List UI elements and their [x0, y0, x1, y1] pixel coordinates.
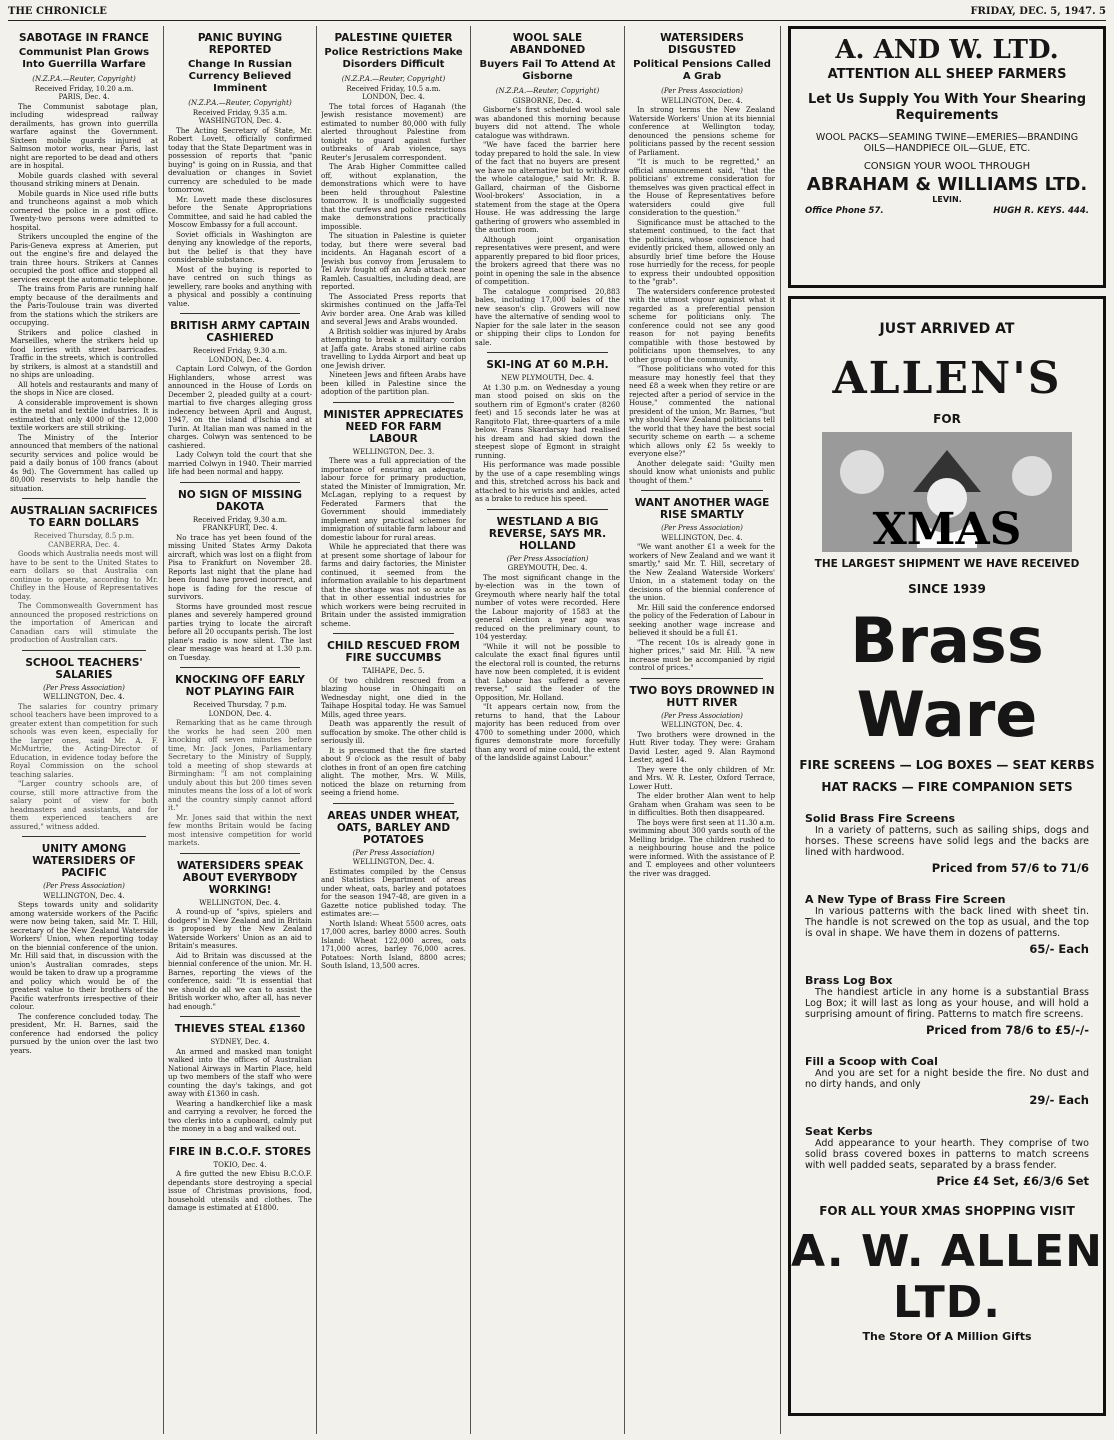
product-name: Fill a Scoop with Coal	[805, 1055, 938, 1068]
masthead	[8, 6, 1106, 21]
ad-ware: Ware	[856, 678, 1038, 751]
dateline: FRANKFURT, Dec. 4.	[202, 524, 278, 532]
ad-office-phone: Office Phone 57.	[805, 206, 884, 216]
column-rule	[470, 26, 471, 1434]
article-divider	[180, 1139, 300, 1140]
ad-brand: A. AND W. LTD.	[835, 35, 1059, 65]
paragraph: Storms have grounded most rescue planes and severely hampered ground parties trying to locate the aircraft before all 20 occupants perish. The lost plane's radio is now silent. The last clear message was heard at 1.30 p.m. on Tuesday.	[168, 601, 312, 662]
dateline: GISBORNE, Dec. 4.	[512, 96, 583, 105]
headline: THIEVES STEAL £1360	[174, 1023, 306, 1035]
dateline: WELLINGTON, Dec. 4.	[199, 898, 281, 907]
paragraph: "We want another £1 a week for the workers of New Zealand and we want it smartly," said Mr. T. Hill, secretary of the New Zealand Waterside Workers' Union, in a statement today on the decisions of the biennial conference of the union.	[629, 542, 775, 602]
paragraph: Strikers and police clashed in Marseilles, where the strikers held up food lorries with street barricades. Traffic in the streets, which is controlled by strikers, is almost at a standstill and no ships are unloading.	[10, 327, 158, 379]
paragraph: "The recent 10s is already gone in higher prices," said Mr. Hill. "A new increase must be accompanied by rigid control of prices."	[629, 637, 775, 672]
ad-company: ABRAHAM & WILLIAMS LTD.	[806, 174, 1088, 195]
product-desc: And you are set for a night beside the fire. No dust and no dirty hands, and only	[805, 1068, 1089, 1090]
ad-largest: THE LARGEST SHIPMENT WE HAVE RECEIVED	[814, 558, 1080, 570]
article-school-teachers	[10, 657, 158, 832]
headline: FIRE IN B.C.O.F. STORES	[168, 1145, 312, 1158]
article-divider	[180, 1016, 300, 1017]
paragraph: Mr. Jones said that within the next few months Britain would be facing most intensive competition for world markets.	[168, 812, 312, 847]
paragraph: The salaries for country primary school teachers have been improved to a greater extent than competition for such schools was even keen, especially for the larger ones, said Mr. A. F. McMurtrie, the Acting-Director of Education, in evidence today before the Royal Commission on the school teaching salaries.	[10, 701, 158, 779]
ad-tagline: Let Us Supply You With Your Shearing Requirements	[807, 92, 1087, 123]
dateline: WELLINGTON, Dec. 4.	[43, 891, 125, 900]
credit: (N.Z.P.A.—Reuter, Copyright)	[495, 87, 600, 95]
dateline: WELLINGTON, Dec. 4.	[661, 533, 743, 542]
received: Received Friday, 9.30 a.m.	[192, 515, 288, 524]
headline: KNOCKING OFF EARLY NOT PLAYING FAIR	[175, 674, 305, 698]
paragraph: The elder brother Alan went to help Graham when Graham was seen to be in difficulties. Both then disappeared.	[629, 791, 775, 817]
page-number: 5	[1099, 6, 1106, 17]
paragraph: There was a full appreciation of the importance of ensuring an adequate labour force for primary production, stated the Minister of Immigration, Mr. McLagan, replying to a request by Federated Farmers that the Government should immediately implement any practical schemes for immigration of suitable farm labour and domestic labour for rural areas.	[321, 456, 466, 542]
paragraph: No trace has yet been found of the missing United States Army Dakota aircraft, which was lost on a flight from Pisa to Frankfurt on November 28. Reports last night that the plane had been found have proved incorrect, and hope is fading for the rescue of survivors.	[168, 532, 312, 601]
ad-line-2: HAT RACKS — FIRE COMPANION SETS	[821, 780, 1073, 794]
paragraph: Strikers uncoupled the engine of the Paris-Geneva express at Amerien, put out the engine's fire and delayed the train three hours. Strikers at Cannes occupied the post office and stopped all services except the automatic telephone.	[10, 232, 158, 284]
headline: WOOL SALE ABANDONED	[509, 32, 586, 56]
credit: (Per Press Association)	[661, 711, 743, 720]
subheadline: Communist Plan Grows Into Guerrilla Warfare	[18, 47, 150, 70]
paragraph: "While it will not be possible to calculate the exact final figures until the electoral roll is counted, the returns have now been completed, it is evident that Labour has suffered a severe reverse," said the leader of the Opposition, Mr. Holland.	[475, 641, 620, 702]
ad-product	[805, 1125, 1089, 1188]
ad-since: SINCE 1939	[908, 582, 986, 596]
paragraph: Most of the buying is reported to have centred on such things as jewellery, rare books and anything with a physical and possibly a continuing value.	[168, 264, 312, 308]
ad-allens: ALLEN'S	[832, 353, 1062, 404]
ad-supplies: WOOL PACKS—SEAMING TWINE—EMERIES—BRANDING OILS—HANDPIECE OIL—GLUE, ETC.	[815, 132, 1079, 154]
paragraph: The boys were first seen at 11.30 a.m. swimming about 300 yards south of the Melling bridge. The children rushed to a neighbouring house and the police were informed. With the assistance of P. and T. employees and other volunteers the river was dragged.	[629, 817, 775, 878]
headline: WATERSIDERS SPEAK ABOUT EVERYBODY WORKING!	[176, 859, 304, 896]
paragraph: "It is much to be regretted," an official announcement said, "that the politicians' extreme consideration for themselves was given practical effect in the House of Representatives before watersiders could give full consideration to the question."	[629, 157, 775, 217]
paragraph: In strong terms the New Zealand Waterside Workers' Union at its biennial conference at Wellington today, denounced the pensions scheme for politicians passed by the recent session of Parliament.	[629, 105, 775, 157]
issue-date: FRIDAY, DEC. 5, 1947.	[970, 6, 1096, 17]
paragraph: A considerable improvement is shown in the metal and textile industries. It is estimated that only 4000 of the 12,000 textile workers are still striking.	[10, 397, 158, 432]
paragraph: The conference concluded today. The president, Mr. H. Barnes, said the conference had endorsed the policy pursued by the union over the last two years.	[10, 1011, 158, 1055]
article-boys-drowned	[629, 685, 775, 879]
paragraph: The Associated Press reports that skirmishes continued on the Jaffa-Tel Aviv border area. One Arab was killed and several Jews and Arabs wounded.	[321, 291, 466, 326]
article-divider	[22, 650, 146, 651]
paragraph: Two brothers were drowned in the Hutt River today. They were: Graham David Lester, aged 9. Alan Raymond Lester, aged 14.	[629, 729, 775, 764]
article-sabotage-france	[10, 32, 158, 493]
paragraph: The Acting Secretary of State, Mr. Robert Lovett, officially confirmed today that the State Department was in possession of reports that "panic buying" is going on in Russia, and that devaluation or changes in Soviet currency are scheduled to be made tomorrow.	[168, 125, 312, 194]
paragraph: Soviet officials in Washington are denying any knowledge of the reports, but the belief is that they have considerable substance.	[168, 229, 312, 264]
column-4	[475, 26, 620, 1434]
column-5	[629, 26, 775, 1434]
article-divider	[180, 482, 300, 483]
article-divider	[333, 402, 454, 403]
paragraph: Death was apparently the result of suffocation by smoke. The other child is seriously ill.	[321, 719, 466, 745]
article-divider	[22, 836, 146, 837]
ad-for: FOR	[933, 412, 961, 426]
paragraph: Another delegate said: "Guilty men should know what unionists and public thought of them."	[629, 458, 775, 485]
article-divider	[180, 667, 300, 668]
paragraph: Steps towards unity and solidarity among waterside workers of the Pacific were now being taken, said Mr. T. Hill, secretary of the New Zealand Waterside Workers' Union, when reporting today on the biennial conference of the union. Mr. Hill said that, in discussion with the union's Australian comrades, steps would be taken to draw up a programme and policy which would be of the greatest value to their brothers of the Pacific waterfronts irrespective of their colour.	[10, 900, 158, 1011]
ad-arrived: JUST ARRIVED AT	[879, 321, 1015, 337]
paragraph: The watersiders conference protested with the utmost vigour against what it regarded as a preferential pension scheme for politicians only. The conference could not see any good reason for not paying benefits compatible with those bestowed by politicians upon themselves, to any other group of the community.	[629, 286, 775, 364]
product-desc: In various patterns with the back lined with sheet tin. The handle is not screwed on the top as usual, and the top is oval in shape. We have them in dozens of patterns.	[805, 906, 1089, 939]
ad-phones	[805, 206, 1089, 216]
article-watersiders-speak	[168, 860, 312, 1012]
headline: TWO BOYS DROWNED IN HUTT RIVER	[629, 684, 775, 709]
ad-product	[805, 893, 1089, 956]
paragraph: Gisborne's first scheduled wool sale was abandoned this morning because buyers did not attend. The whole catalogue was withdrawn.	[475, 105, 620, 140]
paragraph: Mr. Hill said the conference endorsed the policy of the Federation of Labour in seeking another wage increase and believed it should be a full £1.	[629, 602, 775, 637]
paragraph: His performance was made possible by the use of a cape resembling wings and this, stretched across his back and attached to his wrists and ankles, acted as a brake to reduce his speed.	[475, 460, 620, 503]
article-wool-sale	[475, 32, 620, 347]
credit: (N.Z.P.A.—Reuter, Copyright)	[32, 75, 136, 83]
article-divider	[180, 853, 300, 854]
paragraph: Significance must be attached to the statement continued, to the fact that the politicians, whose conscience had evidently pricked them, allowed only an absurdly brief time before the House rose hurriedly for the recess, for people to express their undoubted opposition to the "grab".	[629, 217, 775, 286]
headline: AREAS UNDER WHEAT, OATS, BARLEY AND POTATOES	[327, 809, 460, 846]
paragraph: Mobile guards in Nice used rifle butts and truncheons against a mob which cornered the police in a post office. Twenty-two persons were admitted to hospital.	[10, 188, 158, 232]
headline: WANT ANOTHER WAGE RISE SMARTLY	[634, 497, 770, 521]
article-divider	[641, 490, 763, 491]
paragraph: The total forces of Haganah (the Jewish resistance movement) are estimated to number 80,000 with fully alerted throughout Palestine from tonight to guard against further outbreaks of Arab violence, says Reuter's Jerusalem correspondent.	[321, 101, 466, 162]
paragraph: The situation in Palestine is quieter today, but there were several bad incidents. An Haganah escort of a Jewish bus convoy from Jerusalem to Tel Aviv fought off an Arab attack near Ramleh. Casualties, including dead, are reported.	[321, 231, 466, 291]
article-ski-ing	[475, 359, 620, 504]
dateline: NEW PLYMOUTH, Dec. 4.	[500, 374, 595, 382]
article-child-rescued	[321, 640, 466, 798]
paragraph: While he appreciated that there was at present some shortage of labour for farms and dairy factories, the Minister continued, it seemed from the information available to his department that the shortage was not so acute as that in other essential industries for which workers were being recruited in Britain under the assisted immigration scheme.	[321, 542, 466, 628]
paragraph: It is presumed that the fire started about 9 o'clock as the result of baby clothes in front of an open fire catching alight. The mother, Mrs. W. Mills, noticed the blaze on returning from seeing a friend home.	[321, 745, 466, 797]
article-westland	[475, 516, 620, 763]
article-palestine-quieter	[321, 32, 466, 397]
product-desc: Add appearance to your hearth. They comprise of two solid brass covered boxes in patterns to match screens with well padded seats, separated by a brass fender.	[805, 1138, 1089, 1171]
paragraph: A round-up of "spivs, spielers and dodgers" in New Zealand and in Britain is proposed by the New Zealand Waterside Workers' Union as an aid to Britain's measures.	[168, 907, 312, 950]
product-name: Brass Log Box	[805, 974, 893, 987]
paragraph: North Island: Wheat 5500 acres, oats 17,000 acres, barley 8000 acres. South Island: Wheat 122,000 acres, oats 171,000 acres, barley 76,000 acres. Potatoes: North Island, 8800 acres; South Island, 13,500 acres.	[321, 918, 466, 970]
paragraph: Estimates compiled by the Census and Statistics Department of areas under wheat, oats, barley and potatoes for the season 1947-48, are given in a Gazette notice published today. The estimates are:—	[321, 866, 466, 918]
article-australian-sacrifices	[10, 505, 158, 645]
paragraph: "Larger country schools are, of course, still more attractive from the salary point of view for both headmasters and assistants, and for them experienced teachers are assured," witness added.	[10, 779, 158, 831]
product-price: 65/- Each	[1029, 942, 1089, 956]
product-price: Priced from 57/6 to 71/6	[931, 861, 1089, 875]
paragraph: All hotels and restaurants and many of the shops in Nice are closed.	[10, 379, 158, 397]
paragraph: "It appears certain now, from the returns to hand, that the Labour majority has been reduced from over 4700 to something under 2000, which figures demonstrate more forcefully than any word of mine could, the extent of the landslide against Labour."	[475, 702, 620, 762]
paragraph: "Those politicians who voted for this measure may honestly feel that they need £8 a week when they retire or are rejected after a period of service in the House," commented the national president of the union, Mr. Barnes, "but why should New Zealand politicians tell the world that they have the best social security scheme on earth — a scheme which allows only £2 5s weekly to everyone else?"	[629, 364, 775, 458]
headline: NO SIGN OF MISSING DAKOTA	[178, 488, 302, 513]
headline: PANIC BUYING REPORTED	[197, 32, 283, 56]
article-unity-watersiders	[10, 843, 158, 1055]
dateline: WELLINGTON, Dec. 4.	[43, 693, 125, 701]
dateline: TAIHAPE, Dec. 5.	[362, 667, 425, 675]
article-knocking-off-early	[168, 674, 312, 848]
headline: UNITY AMONG WATERSIDERS OF PACIFIC	[32, 843, 136, 879]
paragraph: Lady Colwyn told the court that she married Colwyn in 1940. Their married life had been normal and happy.	[168, 450, 312, 476]
product-price: Priced from 78/6 to £5/-/-	[925, 1023, 1089, 1037]
dateline: PARIS, Dec. 4.	[58, 93, 110, 101]
paragraph: A fire gutted the new Ebisu B.C.O.F. dependants store destroying a special issue of Christmas provisions, food, household utensils and clothes. The damage is estimated at £1800.	[168, 1169, 312, 1212]
article-divider	[641, 678, 763, 679]
article-watersiders-disgusted	[629, 32, 775, 485]
ad-attention: ATTENTION ALL SHEEP FARMERS	[827, 67, 1067, 82]
paragraph: The catalogue comprised 20,883 bales, including 17,000 bales of the new season's clip. Growers will now have the alternative of sending wool to Napier for the sale later in the season or shipping their clips to London for sale.	[475, 286, 620, 347]
ad-forall: FOR ALL YOUR XMAS SHOPPING VISIT	[819, 1204, 1075, 1218]
paragraph: The Ministry of the Interior announced that members of the national security services and police would be paid a daily bonus of 100 francs (about 4s 9d). The Government has called up 80,000 reservists to help handle the situation.	[10, 432, 158, 493]
column-3	[321, 26, 466, 1434]
paragraph: Aid to Britain was discussed at the biennial conference of the union. Mr. H. Barnes, reporting the views of the conference, said: "It is essential that we should do all we can to assist the British worker who, after all, has never had enough."	[168, 950, 312, 1011]
article-army-captain	[168, 320, 312, 477]
article-divider	[333, 803, 454, 804]
paper-name: THE CHRONICLE	[8, 6, 107, 17]
article-divider	[487, 352, 608, 353]
product-desc: The handiest article in any home is a substantial Brass Log Box; it will last as long as your house, and will hold a surprising amount of firing. Patterns to match fire screens.	[805, 987, 1089, 1020]
product-name: A New Type of Brass Fire Screen	[805, 893, 1006, 906]
dateline: WASHINGTON, Dec. 4.	[198, 117, 282, 125]
paragraph: The Arab Higher Committee called off, without explanation, the demonstrations which were to have been held throughout Palestine tomorrow. It is unofficially suggested that the curfews and police restrictions make demonstrations practically impossible.	[321, 162, 466, 231]
product-desc: In a variety of patterns, such as sailing ships, dogs and horses. These screens have solid legs and the backs are lined with hardwood.	[805, 825, 1089, 858]
headline: PALESTINE QUIETER	[334, 32, 453, 44]
headline: WATERSIDERS DISGUSTED	[660, 32, 744, 56]
article-divider	[333, 633, 454, 634]
article-wage-rise	[629, 497, 775, 673]
headline: SCHOOL TEACHERS' SALARIES	[25, 656, 143, 681]
paragraph: Mr. Lovett made these disclosures before the Senate Appropriations Committee, and said he had cabled the Moscow Embassy for a full account.	[168, 194, 312, 229]
credit: (Per Press Association)	[352, 848, 435, 857]
ad-consign: CONSIGN YOUR WOOL THROUGH	[863, 161, 1031, 172]
headline: SKI-ING AT 60 M.P.H.	[486, 359, 609, 371]
ad-manager: HUGH R. KEYS. 444.	[993, 206, 1089, 216]
credit: (Per Press Association)	[661, 524, 743, 532]
received: Received Friday, 9.35 a.m.	[192, 108, 288, 117]
paragraph: Captain Lord Colwyn, of the Gordon Highlanders, whose arrest was announced in the House of Lords on December 2, pleaded guilty at a court-martial to five charges alleging gross indecency between April and August, 1947, on the island d'Ischia and at Turin. At Italian man was named in the charges. Colwyn was sentenced to be cashiered.	[168, 364, 312, 450]
dateline: SYDNEY, Dec. 4.	[210, 1038, 270, 1046]
ad-store: The Store Of A Million Gifts	[862, 1330, 1032, 1343]
credit: (Per Press Association)	[43, 683, 125, 692]
received: Received Friday, 9.30 a.m.	[192, 347, 288, 355]
headline: CHILD RESCUED FROM FIRE SUCCUMBS	[327, 640, 460, 664]
paragraph: "We have faced the barrier here today prepared to hold the sale. In view of the fact that no buyers are present we have no alternative but to withdraw the whole catalogue," said Mr. R. B. Gallard, chairman of the Gisborne Wool-brokers' Association, in a statement from the stage at the Opera House. He was addressing the large gathering of growers who assembled in the auction room.	[475, 140, 620, 234]
received: Received Friday, 10.20 a.m.	[34, 84, 134, 93]
paragraph: Remarking that as he came through the works he had seen 200 men knocking off seven minutes before time, Mr. Jack Jones, Parliamentary Secretary to the Ministry of Supply, told a meeting of shop stewards at Birmingham: "I am not complaining unduly about this but 200 times seven minutes means the loss of a lot of work and the country simply cannot afford it."	[168, 718, 312, 812]
product-price: 29/- Each	[1029, 1093, 1089, 1107]
paragraph: An armed and masked man tonight walked into the offices of Australian National Airways in Martin Place, held up two members of the staff who were counting the day's takings, and got away with £1360 in cash.	[168, 1046, 312, 1098]
article-divider	[180, 313, 300, 314]
subheadline: Political Pensions Called A Grab	[633, 59, 771, 82]
dateline: WELLINGTON, Dec. 4.	[661, 721, 743, 729]
column-2	[168, 26, 312, 1434]
article-divider	[22, 498, 146, 499]
article-divider	[487, 509, 608, 510]
headline: MINISTER APPRECIATES NEED FOR FARM LABOUR	[323, 408, 464, 445]
dateline: WELLINGTON, Dec. 4.	[352, 858, 435, 866]
column-rule	[316, 26, 317, 1434]
dateline: TOKIO, Dec. 4.	[213, 1160, 267, 1169]
column-1	[10, 26, 158, 1434]
product-name: Solid Brass Fire Screens	[805, 812, 956, 825]
article-panic-buying	[168, 32, 312, 308]
paragraph: The most significant change in the by-election was in the town of Greymouth where nearly half the total number of votes were recorded. Here the Labour majority of 1583 at the general election a year ago was reduced on the preliminary count, to 104 yesterday.	[475, 572, 620, 641]
received: Received Thursday, 8.5 p.m.	[33, 532, 135, 540]
paragraph: The Commonwealth Government has announced the proposed restrictions on the importation of American and Canadian cars will stimulate the production of Australian cars.	[10, 601, 158, 644]
headline: AUSTRALIAN SACRIFICES TO EARN DOLLARS	[10, 505, 158, 529]
advert-allens-xmas	[788, 296, 1106, 1416]
product-name: Seat Kerbs	[805, 1125, 873, 1138]
dateline: CANBERRA, Dec. 4.	[48, 540, 120, 549]
paragraph: Although joint organisation representatives were present, and were apparently prepared to bid floor prices, the brokers agreed that there was no point in opening the sale in the absence of competition.	[475, 234, 620, 286]
dateline: WELLINGTON, Dec. 3.	[352, 447, 435, 456]
column-rule	[780, 26, 781, 1434]
ad-product	[805, 812, 1089, 875]
credit: (N.Z.P.A.—Reuter, Copyright)	[341, 75, 446, 83]
paragraph: A British soldier was injured by Arabs attempting to break a military cordon at Jaffa gate. Arabs stoned airline cabs travelling to Lydda Airport and beat up one Jewish driver.	[321, 326, 466, 370]
credit: (Per Press Association)	[661, 87, 743, 95]
ad-awallen: A. W. ALLEN LTD.	[791, 1226, 1103, 1328]
received: Received Friday, 10.5 a.m.	[346, 84, 441, 93]
paragraph: Nineteen Jews and fifteen Arabs have been killed in Palestine since the adoption of the partition plan.	[321, 370, 466, 396]
article-missing-dakota	[168, 489, 312, 663]
ad-product	[805, 974, 1089, 1037]
article-farm-labour	[321, 409, 466, 629]
article-thieves-steal	[168, 1023, 312, 1134]
dateline: WELLINGTON, Dec. 4.	[661, 96, 743, 105]
ad-line-1: FIRE SCREENS — LOG BOXES — SEAT KERBS	[799, 758, 1095, 772]
santa-illustration	[822, 432, 1072, 552]
article-bcof-fire	[168, 1146, 312, 1213]
advert-a-and-w	[788, 26, 1106, 288]
article-wheat-areas	[321, 810, 466, 971]
credit: (Per Press Association)	[506, 554, 589, 563]
subheadline: Police Restrictions Make Disorders Difficult	[324, 47, 463, 70]
subheadline: Change In Russian Currency Believed Imminent	[187, 59, 293, 94]
paragraph: Mobile guards clashed with several thousand striking miners at Denain.	[10, 170, 158, 188]
dateline: LONDON, Dec. 4.	[362, 93, 425, 101]
product-price: Price £4 Set, £6/3/6 Set	[936, 1174, 1089, 1188]
dateline: LONDON, Dec. 4.	[208, 709, 272, 718]
paragraph: Wearing a handkerchief like a mask and carrying a revolver, he forced the two clerks into a cupboard, calmly put the money in a bag and walked out.	[168, 1098, 312, 1133]
credit: (N.Z.P.A.—Reuter, Copyright)	[188, 99, 292, 107]
paragraph: The trains from Paris are running half empty because of the derailments and the Paris-Toulouse train was diverted from the stations which the strikers are occupying.	[10, 284, 158, 327]
dateline: LONDON, Dec. 4.	[208, 355, 272, 364]
ad-brass: Brass	[850, 604, 1044, 677]
headline: BRITISH ARMY CAPTAIN CASHIERED	[170, 320, 310, 344]
headline: WESTLAND A BIG REVERSE, SAYS MR. HOLLAND	[488, 515, 607, 552]
headline: SABOTAGE IN FRANCE	[19, 32, 149, 44]
paragraph: They were the only children of Mr. and Mrs. W. R. Lester, Oxford Terrace, Lower Hutt.	[629, 764, 775, 791]
paragraph: At 1.30 p.m. on Wednesday a young man stood poised on skis on the southern rim of Egmont's crater (8260 feet) and 15 seconds later he was at Rangitoto Flat, three-quarters of a mile below. Frans Skardarsay had realised his dream and had skied down the steepest slope of Egmont in straight running.	[475, 382, 620, 460]
column-rule	[163, 26, 164, 1434]
ad-town: LEVIN.	[932, 195, 962, 204]
dateline: GREYMOUTH, Dec. 4.	[507, 564, 588, 572]
paragraph: Goods which Australia needs most will have to be sent to the United States to earn dollars so that Australia can continue to operate, according to Mr. Chifley in the House of Representatives today.	[10, 549, 158, 601]
credit: (Per Press Association)	[43, 882, 125, 890]
subheadline: Buyers Fail To Attend At Gisborne	[479, 59, 616, 82]
column-rule	[624, 26, 625, 1434]
paragraph: Of two children rescued from a blazing house in Ohingaiti on Wednesday night, one died in the Taihape Hospital today. He was Samuel Mills, aged three years.	[321, 675, 466, 719]
paragraph: The Communist sabotage plan, including widespread railway derailments, has grown into guerrilla warfare against the Government. Sixteen mobile guards injured at Salmson motor works, near Paris, last night are reported to be dead and others are in hospital.	[10, 101, 158, 170]
received: Received Thursday, 7 p.m.	[193, 701, 287, 709]
masthead-right	[970, 6, 1106, 20]
ad-xmas: XMAS	[872, 504, 1022, 552]
ad-product	[805, 1055, 1089, 1107]
